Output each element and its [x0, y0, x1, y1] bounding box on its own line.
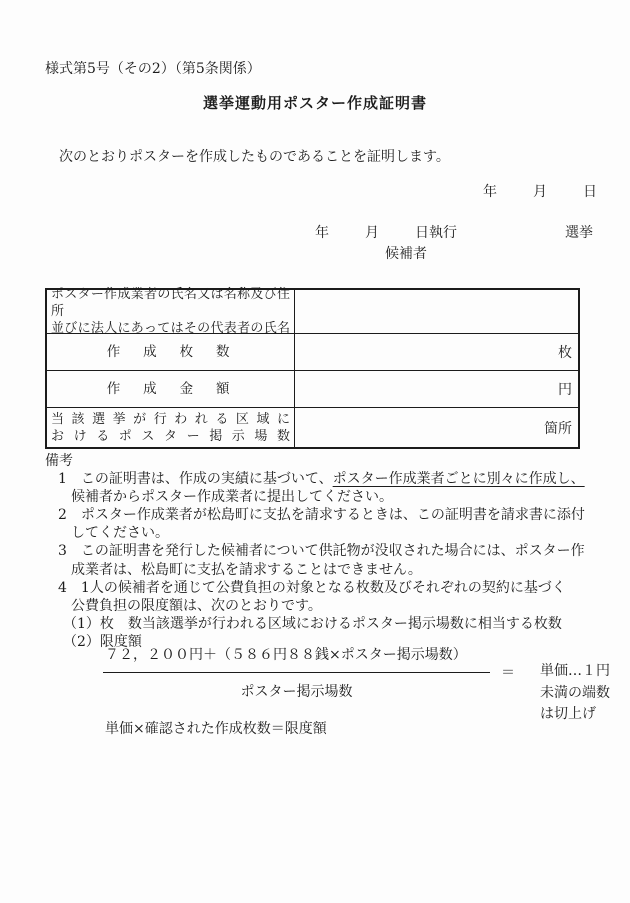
table-row-maker-name	[47, 287, 578, 336]
poster-maker-table	[45, 288, 580, 449]
note4-sub2: （2）限度額	[63, 633, 142, 650]
election-day-exec-label: 日執行	[415, 225, 457, 241]
board-count-label-line2: おけるポスター掲示場数	[51, 428, 290, 444]
note1-line2: 候補者からポスター作成業者に提出してください。	[71, 489, 393, 506]
maker-name-label-line1: ポスター作成業者の氏名又は名称及び住所	[51, 287, 290, 319]
note4-line1: 4 1人の候補者を通じて公費負担の対象となる枚数及びそれぞれの契約に基づく	[58, 579, 566, 596]
rounding-note-line1: 単価…１円	[540, 663, 610, 679]
formula-numerator: ７２，２００円＋（５８６円８８銭×ポスター掲示場数）	[105, 647, 467, 663]
board-count-label	[47, 408, 295, 447]
formula-denominator: ポスター掲示場数	[240, 684, 353, 700]
fraction-line	[103, 672, 490, 673]
maker-name-label-line2: 並びに法人にあってはその代表者の氏名	[51, 321, 290, 336]
maker-name-value-cell	[295, 290, 578, 333]
remarks-heading: 備考	[45, 453, 73, 469]
note4-line2: 公費負担の限度額は、次のとおりです。	[71, 597, 322, 614]
note2-line1: 2 ポスター作成業者が松島町に支払を請求するときは、この証明書を請求書に添付	[58, 507, 585, 524]
note3-line1: 3 この証明書を発行した候補者について供託物が没収された場合には、ポスター作	[58, 543, 585, 560]
table-row-amount	[47, 370, 578, 407]
note1-underlined-text: ポスター作成業者ごとに別々に作成し、	[332, 471, 585, 488]
note1-line1	[45, 470, 590, 488]
maker-name-label	[47, 287, 295, 336]
rounding-note-line2: 未満の端数	[540, 684, 610, 701]
board-count-unit: 箇所	[544, 420, 572, 437]
rounding-note	[540, 661, 610, 726]
limit-formula: 単価×確認された作成枚数＝限度額	[105, 721, 327, 737]
election-month-label: 月	[365, 225, 379, 241]
election-date-line	[0, 222, 630, 240]
note3-line2: 成業者は、松島町に支払を請求することはできません。	[71, 561, 422, 578]
note1-prefix: 1 この証明書は、作成の実績に基づいて、	[58, 471, 333, 488]
candidate-label: 候補者	[385, 246, 427, 262]
rounding-note-line3: は切上げ	[540, 706, 596, 722]
table-row-sheet-count	[47, 333, 578, 370]
issue-date-day-label: 日	[583, 184, 597, 200]
document-title: 選挙運動用ポスター作成証明書	[202, 94, 427, 112]
form-number: 様式第5号（その2）（第5条関係）	[45, 61, 261, 77]
note4-sub1: （1）枚 数当該選挙が行われる区域におけるポスター掲示場数に相当する枚数	[63, 615, 562, 632]
note2-line2: してください。	[71, 525, 169, 542]
sheet-count-value-cell	[295, 334, 578, 370]
amount-label: 作 成 金 額	[47, 371, 295, 407]
equals-sign: ＝	[501, 665, 515, 681]
sheet-count-label: 作 成 枚 数	[47, 334, 295, 370]
amount-unit: 円	[558, 382, 572, 398]
remarks-section	[45, 452, 590, 651]
issue-date-line	[483, 181, 597, 201]
issue-date-year-label: 年	[483, 184, 497, 200]
amount-value-cell	[295, 371, 578, 407]
board-count-label-line1: 当該選挙が行われる区域に	[51, 411, 290, 427]
certify-statement: 次のとおりポスターを作成したものであることを証明します。	[59, 149, 450, 165]
table-row-board-count	[47, 407, 578, 447]
issue-date-month-label: 月	[533, 184, 547, 200]
sheet-count-unit: 枚	[558, 345, 572, 361]
election-label: 選挙	[565, 225, 593, 241]
board-count-value-cell	[295, 408, 578, 447]
election-year-label: 年	[315, 225, 329, 241]
